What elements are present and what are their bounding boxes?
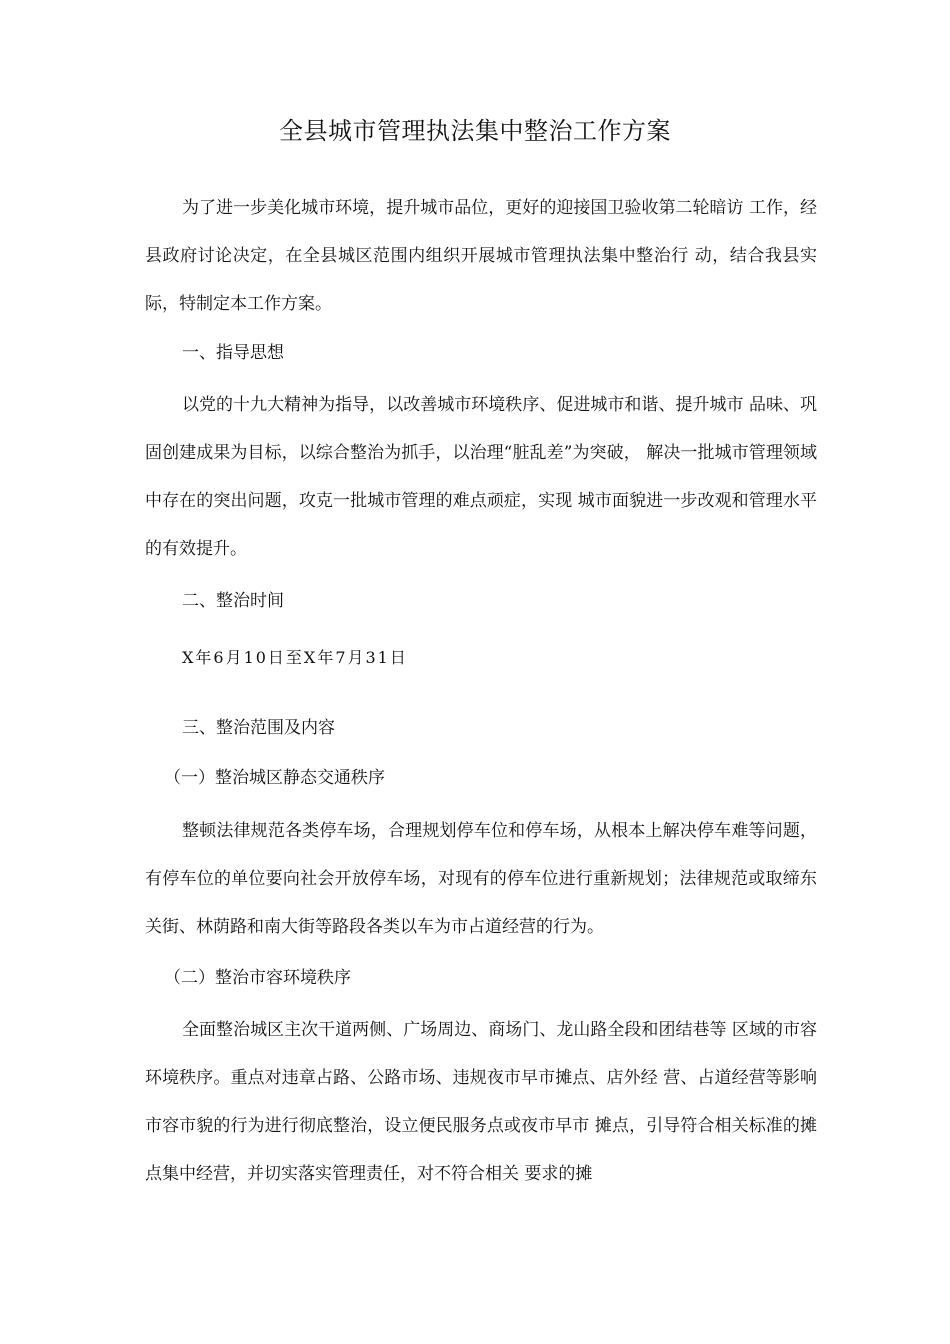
intro-paragraph: 为了进一步美化城市环境，提升城市品位，更好的迎接国卫验收第二轮暗访 工作，经县政府讨论决定，在全县城区范围内组织开展城市管理执法集中整治行 动，结合我县实际，特制定本工作方案。 (145, 198, 817, 314)
subsection-2-paragraph: 全面整治城区主次干道两侧、广场周边、商场门、龙山路全段和团结巷等 区域的市容环境秩序。重点对违章占路、公路市场、违规夜市早市摊点、店外经 营、占道经营等影响市容市貌的行为进行彻底整治，设立便民服务点或夜市早市 摊点，引导符合相关标准的摊点集中经营，并切实落实管理责任，对不符合相关 要求的摊 (145, 1020, 817, 1184)
subsection-1-heading: （一）整治城区静态交通秩序 (164, 768, 385, 788)
subsection-2-heading: （二）整治市容环境秩序 (164, 968, 351, 988)
section-2-heading: 二、整治时间 (182, 591, 284, 611)
section-1-heading: 一、指导思想 (182, 343, 284, 363)
document-title: 全县城市管理执法集中整治工作方案 (279, 117, 671, 145)
section-3-heading: 三、整治范围及内容 (182, 718, 335, 738)
section-2-date-range: X年6月10日至X年7月31日 (182, 648, 408, 667)
subsection-1-paragraph: 整顿法律规范各类停车场，合理规划停车位和停车场，从根本上解决停车难等问题，有停车位的单位要向社会开放停车场，对现有的停车位进行重新规划；法律规范或取缔东关街、林荫路和南大街等路段各类以车为市占道经营的行为。 (145, 821, 817, 937)
section-1-paragraph: 以党的十九大精神为指导，以改善城市环境秩序、促进城市和谐、提升城市 品味、巩固创建成果为目标，以综合整治为抓手，以治理“脏乱差”为突破， 解决一批城市管理领域中存在的突出问题，攻克一批城市管理的难点顽症，实现 城市面貌进一步改观和管理水平的有效提升。 (145, 395, 817, 559)
